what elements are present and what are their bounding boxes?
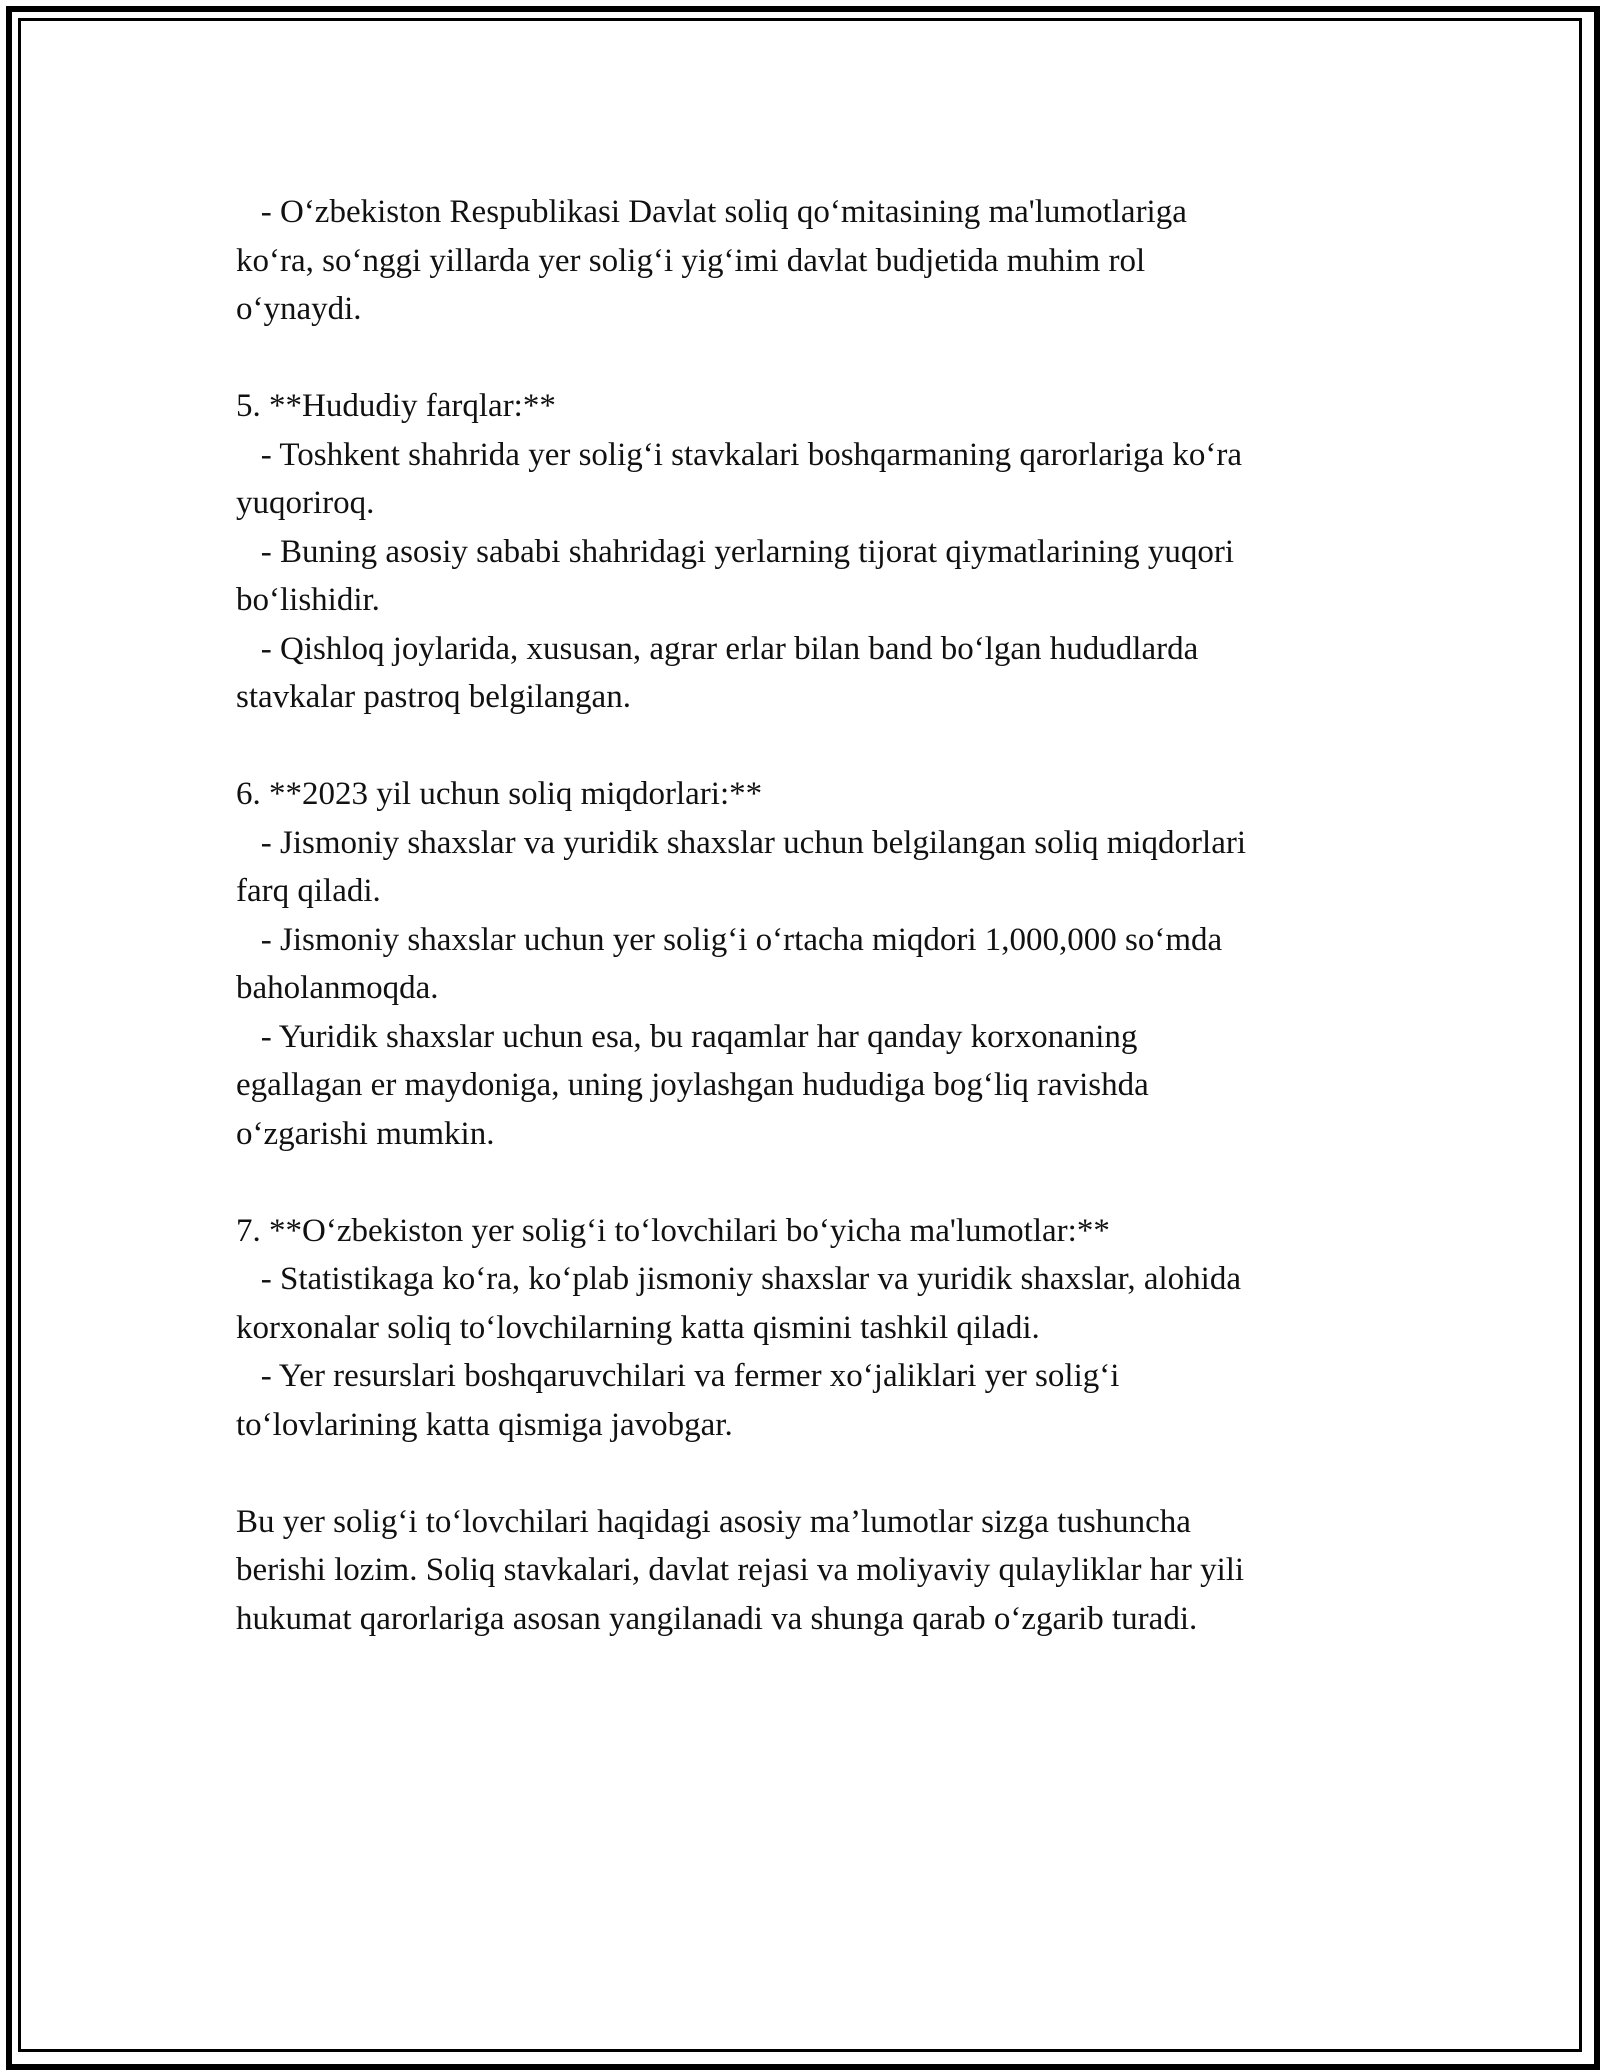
text-line: bo‘lishidir. xyxy=(236,582,380,618)
paragraph-gap xyxy=(236,1449,1376,1498)
text-line: - Statistikaga ko‘ra, ko‘plab jismoniy shaxslar va yuridik shaxslar, alohida xyxy=(236,1261,1241,1297)
text-line: - Buning asosiy sababi shahridagi yerlarning tijorat qiymatlarining yuqori xyxy=(236,533,1235,570)
conclusion-line: hukumat qarorlariga asosan yangilanadi va shunga qarab o‘zgarib turadi. xyxy=(236,1600,1198,1637)
text-line: farq qiladi. xyxy=(236,873,381,909)
paragraph-gap xyxy=(236,334,1376,383)
document-body xyxy=(236,188,1376,1643)
text-line: o‘zgarishi mumkin. xyxy=(236,1115,495,1152)
text-line: korxonalar soliq to‘lovchilarning katta qismini tashkil qiladi. xyxy=(236,1309,1040,1346)
text-line: - Jismoniy shaxslar va yuridik shaxslar uchun belgilangan soliq miqdorlari xyxy=(236,824,1246,861)
text-line: o‘ynaydi. xyxy=(236,291,362,327)
paragraph-gap xyxy=(236,722,1376,771)
paragraph-gap xyxy=(236,1158,1376,1207)
conclusion-line: berishi lozim. Soliq stavkalari, davlat rejasi va moliyaviy qulayliklar har yili xyxy=(236,1552,1245,1588)
text-line: - Jismoniy shaxslar uchun yer solig‘i o‘rtacha miqdori 1,000,000 so‘mda xyxy=(236,921,1223,958)
text-line: stavkalar pastroq belgilangan. xyxy=(236,679,631,715)
text-line: ko‘ra, so‘nggi yillarda yer solig‘i yig‘imi davlat budjetida muhim rol xyxy=(236,242,1146,279)
conclusion-line: Bu yer solig‘i to‘lovchilari haqidagi asosiy ma’lumotlar sizga tushuncha xyxy=(236,1503,1191,1540)
text-line: - Yer resurslari boshqaruvchilari va fermer xo‘jaliklari yer solig‘i xyxy=(236,1358,1120,1394)
section-heading: 6. **2023 yil uchun soliq miqdorlari:** xyxy=(236,776,763,812)
text-line: to‘lovlarining katta qismiga javobgar. xyxy=(236,1406,733,1443)
text-line: - Qishloq joylarida, xususan, agrar erlar bilan band bo‘lgan hududlarda xyxy=(236,630,1199,667)
text-line: yuqoriroq. xyxy=(236,485,375,521)
text-line: baholanmoqda. xyxy=(236,970,439,1006)
section-heading: 7. **O‘zbekiston yer solig‘i to‘lovchilari bo‘yicha ma'lumotlar:** xyxy=(236,1212,1110,1249)
section-heading: 5. **Hududiy farqlar:** xyxy=(236,388,556,424)
text-line: - Toshkent shahrida yer solig‘i stavkalari boshqarmaning qarorlariga ko‘ra xyxy=(236,436,1243,473)
text-line: - O‘zbekiston Respublikasi Davlat soliq qo‘mitasining ma'lumotlariga xyxy=(236,194,1187,230)
text-line: egallagan er maydoniga, uning joylashgan hududiga bog‘liq ravishda xyxy=(236,1067,1149,1103)
text-line: - Yuridik shaxslar uchun esa, bu raqamlar har qanday korxonaning xyxy=(236,1018,1138,1055)
